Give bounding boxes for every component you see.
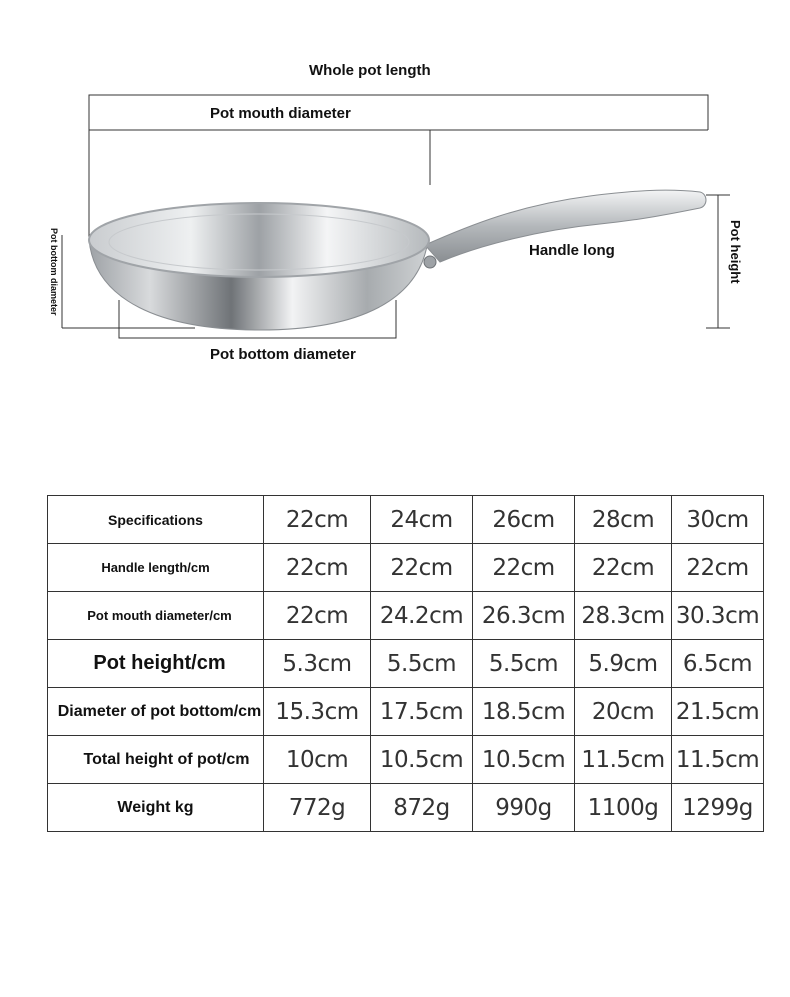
table-row (48, 592, 764, 640)
size-cell: 24cm (371, 496, 473, 544)
table-row (48, 736, 764, 784)
value-cell: 20cm (575, 688, 672, 736)
value-cell: 22cm (473, 544, 575, 592)
value-cell: 24.2cm (371, 592, 473, 640)
pot-bottom-diameter-label: Pot bottom diameter (210, 346, 356, 363)
value-cell: 5.5cm (473, 640, 575, 688)
value-cell: 6.5cm (672, 640, 764, 688)
value-cell: 26.3cm (473, 592, 575, 640)
handle-long-label: Handle long (529, 242, 615, 259)
value-cell: 18.5cm (473, 688, 575, 736)
value-cell: 22cm (575, 544, 672, 592)
value-cell: 10.5cm (473, 736, 575, 784)
row-label: Pot height/cm (48, 640, 264, 688)
value-cell: 10cm (264, 736, 371, 784)
value-cell: 990g (473, 784, 575, 832)
value-cell: 772g (264, 784, 371, 832)
row-label: Pot mouth diameter/cm (48, 592, 264, 640)
value-cell: 5.3cm (264, 640, 371, 688)
size-cell: 22cm (264, 496, 371, 544)
size-cell: 30cm (672, 496, 764, 544)
value-cell: 10.5cm (371, 736, 473, 784)
size-cell: 28cm (575, 496, 672, 544)
table-row (48, 544, 764, 592)
value-cell: 1299g (672, 784, 764, 832)
value-cell: 15.3cm (264, 688, 371, 736)
value-cell: 22cm (371, 544, 473, 592)
header-label: Specifications (48, 496, 264, 544)
value-cell: 22cm (672, 544, 764, 592)
row-label: Diameter of pot bottom/cm (48, 688, 264, 736)
value-cell: 22cm (264, 592, 371, 640)
pot-height-label: Pot height (728, 220, 743, 284)
table-row (48, 688, 764, 736)
pan-diagram (0, 0, 790, 400)
value-cell: 28.3cm (575, 592, 672, 640)
value-cell: 30.3cm (672, 592, 764, 640)
value-cell: 5.9cm (575, 640, 672, 688)
table-row (48, 640, 764, 688)
pot-bottom-diameter-vertical-label: Pot bottom diameter (49, 228, 59, 316)
value-cell: 5.5cm (371, 640, 473, 688)
pot-mouth-diameter-label: Pot mouth diameter (210, 105, 351, 122)
value-cell: 17.5cm (371, 688, 473, 736)
whole-pot-length-label: Whole pot length (309, 62, 431, 79)
spec-table (47, 495, 764, 832)
value-cell: 1100g (575, 784, 672, 832)
row-label: Total height of pot/cm (48, 736, 264, 784)
row-label: Weight kg (48, 784, 264, 832)
value-cell: 11.5cm (575, 736, 672, 784)
value-cell: 872g (371, 784, 473, 832)
size-cell: 26cm (473, 496, 575, 544)
value-cell: 21.5cm (672, 688, 764, 736)
row-label: Handle length/cm (48, 544, 264, 592)
pan-body (89, 203, 429, 330)
table-row (48, 784, 764, 832)
table-header-row (48, 496, 764, 544)
value-cell: 11.5cm (672, 736, 764, 784)
value-cell: 22cm (264, 544, 371, 592)
